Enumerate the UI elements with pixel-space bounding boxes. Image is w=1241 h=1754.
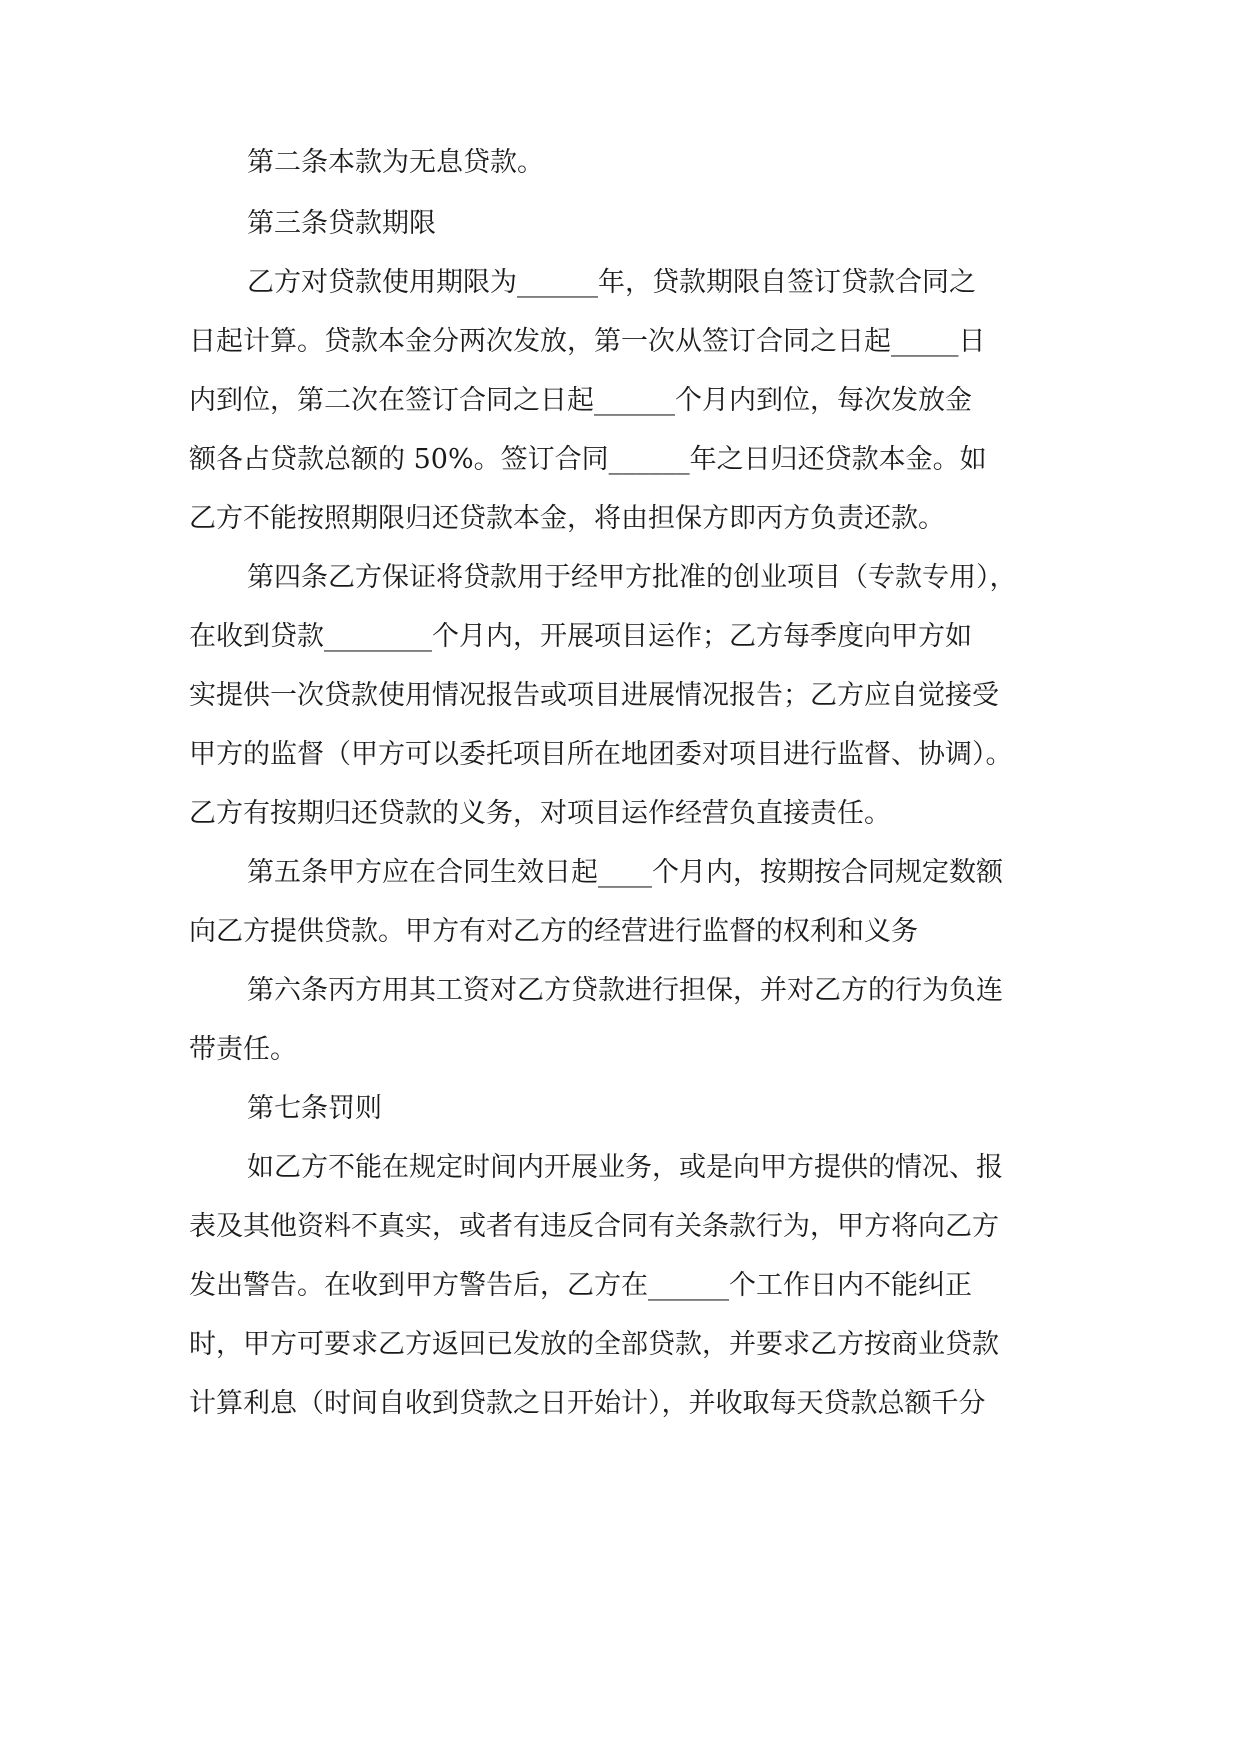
clause-7-para-line-5: 计算利息（时间自收到贷款之日开始计），并收取每天贷款总额千分 [189,1388,986,1419]
clause-7-heading: 第七条罚则 [247,1093,382,1124]
clause-7-para-line-1: 如乙方不能在规定时间内开展业务，或是向甲方提供的情况、报 [247,1152,1003,1183]
clause-3-para-line-3: 内到位，第二次在签订合同之日起______个月内到位，每次发放金 [189,385,972,416]
clause-6-line-1: 第六条丙方用其工资对乙方贷款进行担保，并对乙方的行为负连 [247,975,1003,1006]
clause-3-para-line-4: 额各占贷款总额的 50%。签订合同______年之日归还贷款本金。如 [189,444,987,475]
clause-3-para-line-1: 乙方对贷款使用期限为______年，贷款期限自签订贷款合同之 [247,267,976,298]
clause-4-line-4: 甲方的监督（甲方可以委托项目所在地团委对项目进行监督、协调）。 [189,739,1013,770]
clause-4-line-2: 在收到贷款________个月内，开展项目运作；乙方每季度向甲方如 [189,621,972,652]
clause-3-heading: 第三条贷款期限 [247,208,436,239]
clause-5-line-1: 第五条甲方应在合同生效日起____个月内，按期按合同规定数额 [247,857,1003,888]
clause-7-para-line-2: 表及其他资料不真实，或者有违反合同有关条款行为，甲方将向乙方 [189,1211,999,1242]
clause-3-para-line-2: 日起计算。贷款本金分两次发放，第一次从签订合同之日起_____日 [189,326,986,357]
clause-7-para-line-3: 发出警告。在收到甲方警告后，乙方在______个工作日内不能纠正 [189,1270,972,1301]
clause-2-text: 第二条本款为无息贷款。 [247,147,544,178]
clause-6-line-2: 带责任。 [189,1034,297,1065]
clause-7-para-line-4: 时，甲方可要求乙方返回已发放的全部贷款，并要求乙方按商业贷款 [189,1329,999,1360]
clause-4-line-1: 第四条乙方保证将贷款用于经甲方批准的创业项目（专款专用）， [247,562,1017,593]
clause-4-line-5: 乙方有按期归还贷款的义务，对项目运作经营负直接责任。 [189,798,891,829]
clause-3-para-line-5: 乙方不能按照期限归还贷款本金，将由担保方即丙方负责还款。 [189,503,945,534]
clause-4-line-3: 实提供一次贷款使用情况报告或项目进展情况报告；乙方应自觉接受 [189,680,999,711]
clause-5-line-2: 向乙方提供贷款。甲方有对乙方的经营进行监督的权利和义务 [189,916,918,947]
